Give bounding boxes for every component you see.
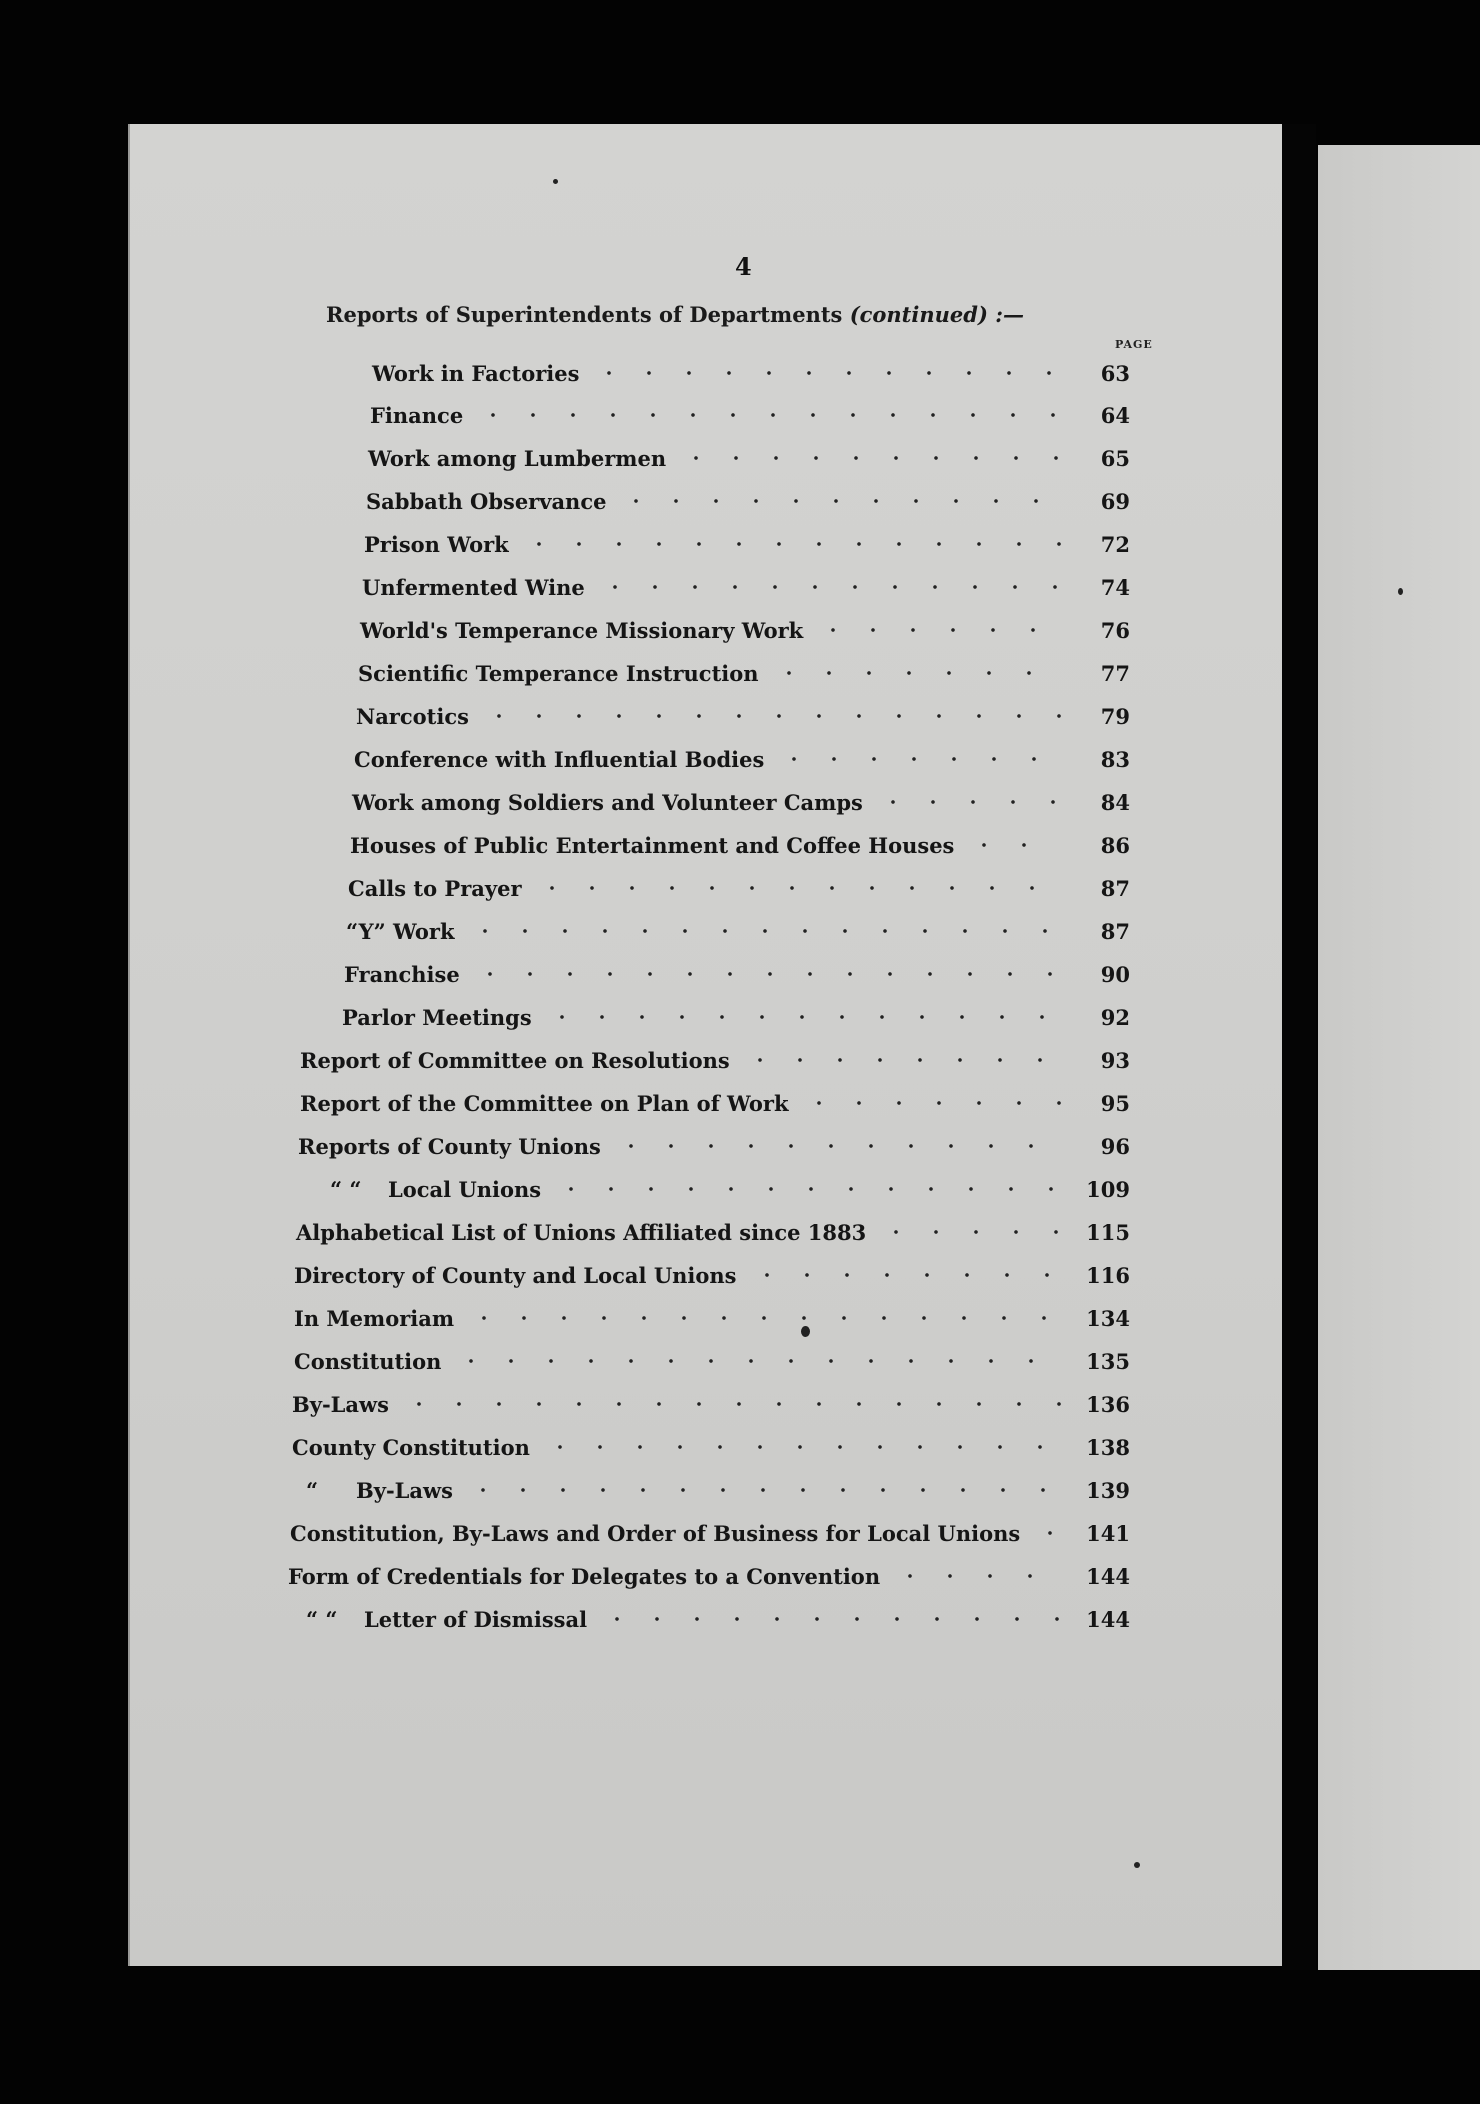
toc-entry[interactable] [294, 1346, 1130, 1376]
toc-entry-ditto-mark: “ [306, 1477, 319, 1503]
toc-entry-title: Reports of County Unions [298, 1133, 601, 1159]
toc-entry-leader-dots [532, 885, 1062, 891]
toc-entry[interactable] [372, 358, 1130, 388]
toc-entry[interactable] [344, 959, 1130, 989]
toc-entry-leader-dots [464, 1315, 1062, 1321]
toc-entry-leader-dots [551, 1186, 1062, 1192]
toc-entry-leader-dots [799, 1100, 1062, 1106]
toc-entry[interactable] [342, 1002, 1130, 1032]
toc-entry[interactable] [360, 615, 1130, 645]
toc-entry-page-number: 77 [1100, 660, 1130, 686]
toc-entry-leader-dots [479, 713, 1062, 719]
toc-entry[interactable] [350, 830, 1130, 860]
toc-entry-page-number: 141 [1086, 1520, 1130, 1546]
toc-entry-page-number: 79 [1100, 703, 1130, 729]
toc-entry[interactable] [330, 1174, 1130, 1204]
toc-entry-ditto-mark: “ “ [330, 1176, 362, 1202]
toc-entry-page-number: 144 [1086, 1563, 1130, 1589]
section-heading-title: Reports of Superintendents of Departments [326, 302, 843, 327]
toc-entry[interactable] [352, 787, 1130, 817]
toc-entry-leader-dots [611, 1143, 1062, 1149]
toc-entry-title: Work among Lumbermen [368, 445, 667, 471]
toc-entry-leader-dots [597, 1616, 1062, 1622]
toc-entry-title: Narcotics [356, 703, 469, 729]
toc-entry[interactable] [296, 1217, 1130, 1247]
toc-entry[interactable] [292, 1432, 1130, 1462]
toc-entry-title: Houses of Public Entertainment and Coffee Houses [350, 832, 955, 858]
toc-entry[interactable] [368, 443, 1130, 473]
toc-entry[interactable] [356, 701, 1130, 731]
toc-entry-leader-dots [740, 1057, 1062, 1063]
toc-entry-title: Conference with Influential Bodies [354, 746, 765, 772]
toc-entry-title: Parlor Meetings [342, 1004, 532, 1030]
toc-entry[interactable] [348, 873, 1130, 903]
toc-entry-leader-dots [540, 1444, 1062, 1450]
toc-entry-page-number: 63 [1100, 360, 1130, 386]
toc-entry-title: Local Unions [388, 1176, 542, 1202]
toc-entry-page-number: 144 [1086, 1606, 1130, 1632]
toc-entry-leader-dots [465, 928, 1062, 934]
toc-entry[interactable] [300, 1088, 1130, 1118]
ink-speck [553, 179, 558, 184]
toc-entry-leader-dots [595, 584, 1062, 590]
toc-entry-page-number: 84 [1100, 789, 1130, 815]
toc-entry-leader-dots [473, 412, 1062, 418]
toc-entry-title: Report of Committee on Resolutions [300, 1047, 730, 1073]
toc-entry-title: “Y” Work [346, 918, 455, 944]
toc-entry-page-number: 86 [1100, 832, 1130, 858]
toc-entry[interactable] [354, 744, 1130, 774]
toc-entry-title: County Constitution [292, 1434, 530, 1460]
toc-entry[interactable] [370, 400, 1130, 430]
section-heading-continued: (continued) :— [849, 302, 1024, 327]
toc-entry-title: Work in Factories [372, 360, 580, 386]
toc-entry[interactable] [346, 916, 1130, 946]
toc-entry-page-number: 134 [1086, 1305, 1130, 1331]
toc-entry-leader-dots [399, 1401, 1062, 1407]
toc-entry[interactable] [292, 1389, 1130, 1419]
toc-entry-page-number: 92 [1100, 1004, 1130, 1030]
toc-entry-page-number: 93 [1100, 1047, 1130, 1073]
toc-entry-title: Calls to Prayer [348, 875, 522, 901]
toc-entry-page-number: 87 [1100, 875, 1130, 901]
toc-entry-title: In Memoriam [294, 1305, 455, 1331]
toc-entry-leader-dots [470, 971, 1062, 977]
ink-speck [801, 1326, 810, 1337]
toc-entry-title: Scientific Temperance Instruction [358, 660, 759, 686]
toc-entry-leader-dots [747, 1272, 1063, 1278]
toc-entry-ditto-mark: “ “ [306, 1606, 338, 1632]
toc-entry-leader-dots [589, 370, 1062, 376]
toc-entry-page-number: 90 [1100, 961, 1130, 987]
toc-entry-page-number: 83 [1100, 746, 1130, 772]
toc-entry[interactable] [300, 1045, 1130, 1075]
toc-entry[interactable] [294, 1303, 1130, 1333]
toc-entry-leader-dots [451, 1358, 1062, 1364]
toc-entry-page-number: 76 [1100, 617, 1130, 643]
toc-entry-page-number: 74 [1100, 574, 1130, 600]
toc-entry-leader-dots [519, 541, 1062, 547]
toc-entry-page-number: 115 [1086, 1219, 1130, 1245]
page-column-label: PAGE [1115, 338, 1153, 351]
toc-entry[interactable] [362, 572, 1130, 602]
toc-entry-title: Constitution [294, 1348, 442, 1374]
toc-entry[interactable] [290, 1518, 1130, 1548]
toc-entry-leader-dots [616, 498, 1062, 504]
toc-entry-page-number: 64 [1100, 402, 1130, 428]
toc-entry-title: Franchise [344, 961, 460, 987]
toc-entry-leader-dots [774, 756, 1062, 762]
toc-entry-title: Sabbath Observance [366, 488, 607, 514]
page-gutter [1282, 124, 1316, 1970]
toc-entry-page-number: 95 [1100, 1090, 1130, 1116]
toc-entry-title: Alphabetical List of Unions Affiliated since 1883 [296, 1219, 867, 1245]
toc-entry-title: Work among Soldiers and Volunteer Camps [352, 789, 863, 815]
toc-entry-leader-dots [890, 1573, 1062, 1579]
toc-entry-page-number: 69 [1100, 488, 1130, 514]
toc-entry[interactable] [358, 658, 1130, 688]
toc-entry-page-number: 96 [1100, 1133, 1130, 1159]
toc-entry-page-number: 72 [1100, 531, 1130, 557]
page-number: 4 [735, 252, 752, 281]
toc-entry-page-number: 109 [1086, 1176, 1130, 1202]
ink-speck [1134, 1862, 1140, 1868]
toc-entry[interactable] [306, 1475, 1130, 1505]
toc-entry-page-number: 135 [1086, 1348, 1130, 1374]
toc-entry-page-number: 65 [1100, 445, 1130, 471]
toc-entry-title: Finance [370, 402, 464, 428]
toc-entry-leader-dots [1030, 1530, 1062, 1536]
toc-entry-leader-dots [876, 1229, 1062, 1235]
toc-entry[interactable] [288, 1561, 1130, 1591]
toc-entry-page-number: 138 [1086, 1434, 1130, 1460]
toc-entry[interactable] [294, 1260, 1130, 1290]
toc-entry-title: Constitution, By-Laws and Order of Business for Local Unions [290, 1520, 1021, 1546]
toc-entry-leader-dots [769, 670, 1062, 676]
toc-entry[interactable] [298, 1131, 1130, 1161]
toc-entry-page-number: 87 [1100, 918, 1130, 944]
toc-entry-page-number: 136 [1086, 1391, 1130, 1417]
ink-speck [1398, 588, 1403, 595]
toc-entry-leader-dots [676, 455, 1062, 461]
toc-entry-leader-dots [964, 842, 1062, 848]
toc-entry-leader-dots [542, 1014, 1062, 1020]
toc-entry[interactable] [366, 486, 1130, 516]
toc-entry-title: Unfermented Wine [362, 574, 585, 600]
section-heading [326, 302, 1024, 327]
toc-entry-title: Report of the Committee on Plan of Work [300, 1090, 789, 1116]
toc-entry-title: Directory of County and Local Unions [294, 1262, 737, 1288]
toc-entry-title: Form of Credentials for Delegates to a Convention [288, 1563, 881, 1589]
toc-entry-title: By-Laws [356, 1477, 453, 1503]
toc-entry[interactable] [364, 529, 1130, 559]
toc-entry-page-number: 116 [1086, 1262, 1130, 1288]
toc-entry-leader-dots [463, 1487, 1062, 1493]
toc-entry-title: Prison Work [364, 531, 509, 557]
toc-entry-leader-dots [873, 799, 1062, 805]
toc-entry[interactable] [306, 1604, 1130, 1634]
toc-entry-leader-dots [813, 627, 1062, 633]
toc-entry-page-number: 139 [1086, 1477, 1130, 1503]
facing-page-edge [1318, 145, 1480, 1970]
toc-entry-title: World's Temperance Missionary Work [360, 617, 804, 643]
toc-entry-title: Letter of Dismissal [364, 1606, 588, 1632]
toc-entry-title: By-Laws [292, 1391, 389, 1417]
